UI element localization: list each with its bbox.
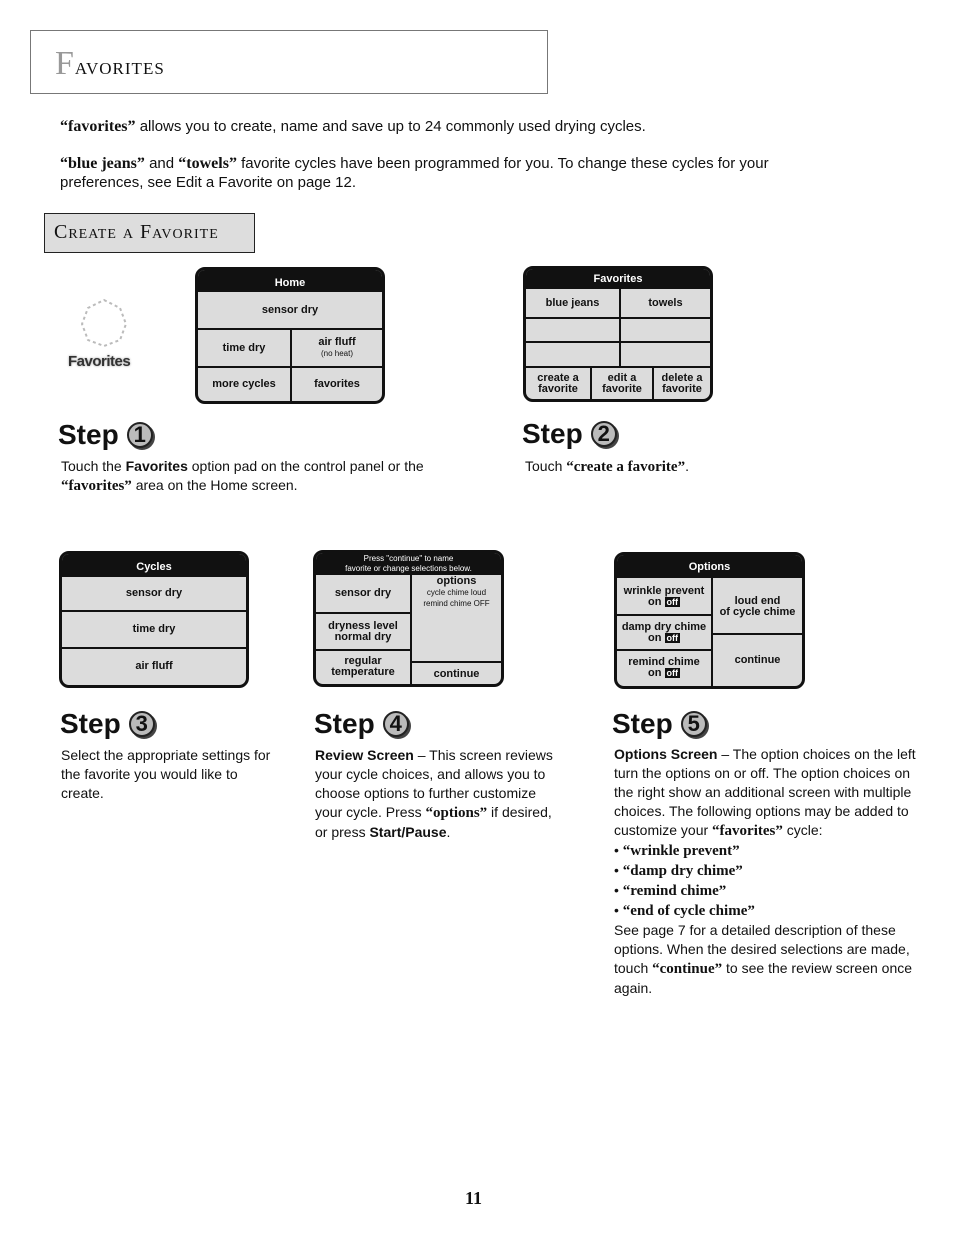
bullet-item: • “damp dry chime” [614,862,743,879]
step-3-heading: Step 3 [60,708,155,740]
step-2-heading: Step 2 [522,418,617,450]
time-dry-button[interactable]: time dry [222,341,266,354]
favorites-screen [523,266,713,402]
page-number: 11 [465,1188,483,1208]
step-1-heading: Step 1 [58,419,153,451]
cycles-time-dry-button[interactable]: time dry [132,623,176,635]
air-fluff-button[interactable]: air fluff (no heat) [318,336,356,358]
section-heading-box [44,213,255,253]
home-screen-title: Home [198,270,382,292]
bullet-item: • “wrinkle prevent” [614,842,740,859]
review-options-button[interactable]: options cycle chime loud remind chime OFF [423,575,490,608]
off-indicator: off [666,597,678,607]
intro-paragraph-1: “favorites” allows you to create, name and save up to 24 commonly used drying cycles. [60,118,646,135]
options-screen [614,552,805,689]
step-1-description: Touch the Favorites option pad on the control panel or the “favorites” area on the Home screen. [61,458,424,494]
review-sensor-dry-button[interactable]: sensor dry [334,587,392,599]
bullet-item: • “remind chime” [614,882,727,899]
step-3-description: Select the appropriate settings for the favorite you would like to create. [61,747,271,801]
cycles-sensor-dry-button[interactable]: sensor dry [125,587,183,599]
review-screen-title: Press "continue" to name favorite or change selections below. [316,553,501,575]
step-4-heading: Step 4 [314,708,409,740]
damp-dry-chime-toggle[interactable]: damp dry chime on off [621,620,707,644]
review-temperature-button[interactable]: regular temperature [331,655,395,678]
favorites-button[interactable]: favorites [314,377,360,390]
bullet-item: • “end of cycle chime” [614,902,755,919]
edit-favorite-button[interactable]: edit a favorite [602,372,642,395]
off-indicator: off [666,632,678,643]
review-continue-button[interactable]: continue [433,667,480,680]
home-screen [195,267,385,404]
options-screen-title: Options [617,555,802,578]
step-2-description: Touch “create a favorite”. [525,458,689,475]
favorites-screen-title: Favorites [526,269,710,289]
review-screen [313,550,504,687]
cycles-screen [59,551,249,688]
page-title: Favorites [55,45,165,82]
intro-paragraph-2: “blue jeans” and “towels” favorite cycles have been programmed for you. To change these cycles for your preferences, see Edit a Favorite on page 12. [60,155,769,191]
off-indicator: off [666,668,678,678]
review-dryness-level-button[interactable]: dryness level normal dry [328,619,398,643]
step-5-description: Options Screen – The option choices on the left turn the options on or off. The option choices on the right show an additional screen with multiple choices. The following options may be added to customize your “favorites” cycle: • “wrinkle prevent” • “damp dry chime” • “remind chime” • “end of cycle chime” See page 7 for a detailed description of these options. When the desired selections are made, touch “continue” to see the review screen once again. [614,745,924,998]
more-cycles-button[interactable]: more cycles [212,377,276,390]
step-4-description: Review Screen – This screen reviews your cycle choices, and allows you to choose options to further customize your cycle. Press “options” if desired, or press Start/Pause. [315,747,553,840]
blue-jeans-button[interactable]: blue jeans [545,296,600,309]
cycles-air-fluff-button[interactable]: air fluff [135,660,173,672]
delete-favorite-button[interactable]: delete a favorite [661,372,703,395]
sensor-dry-button[interactable]: sensor dry [261,303,319,316]
page-title-box [30,30,548,94]
step-5-heading: Step 5 [612,708,707,740]
towels-button[interactable]: towels [648,296,683,309]
favorites-icon-label: Favorites [68,353,131,370]
cycles-screen-title: Cycles [62,554,246,577]
wrinkle-prevent-toggle[interactable]: wrinkle prevent on off [623,585,705,608]
options-continue-button[interactable]: continue [734,653,781,666]
create-favorite-button[interactable]: create a favorite [537,372,579,395]
loud-end-of-cycle-chime-button[interactable]: loud end of cycle chime [719,594,796,618]
section-heading: Create a Favorite [54,221,219,243]
remind-chime-toggle[interactable]: remind chime on off [628,656,700,679]
